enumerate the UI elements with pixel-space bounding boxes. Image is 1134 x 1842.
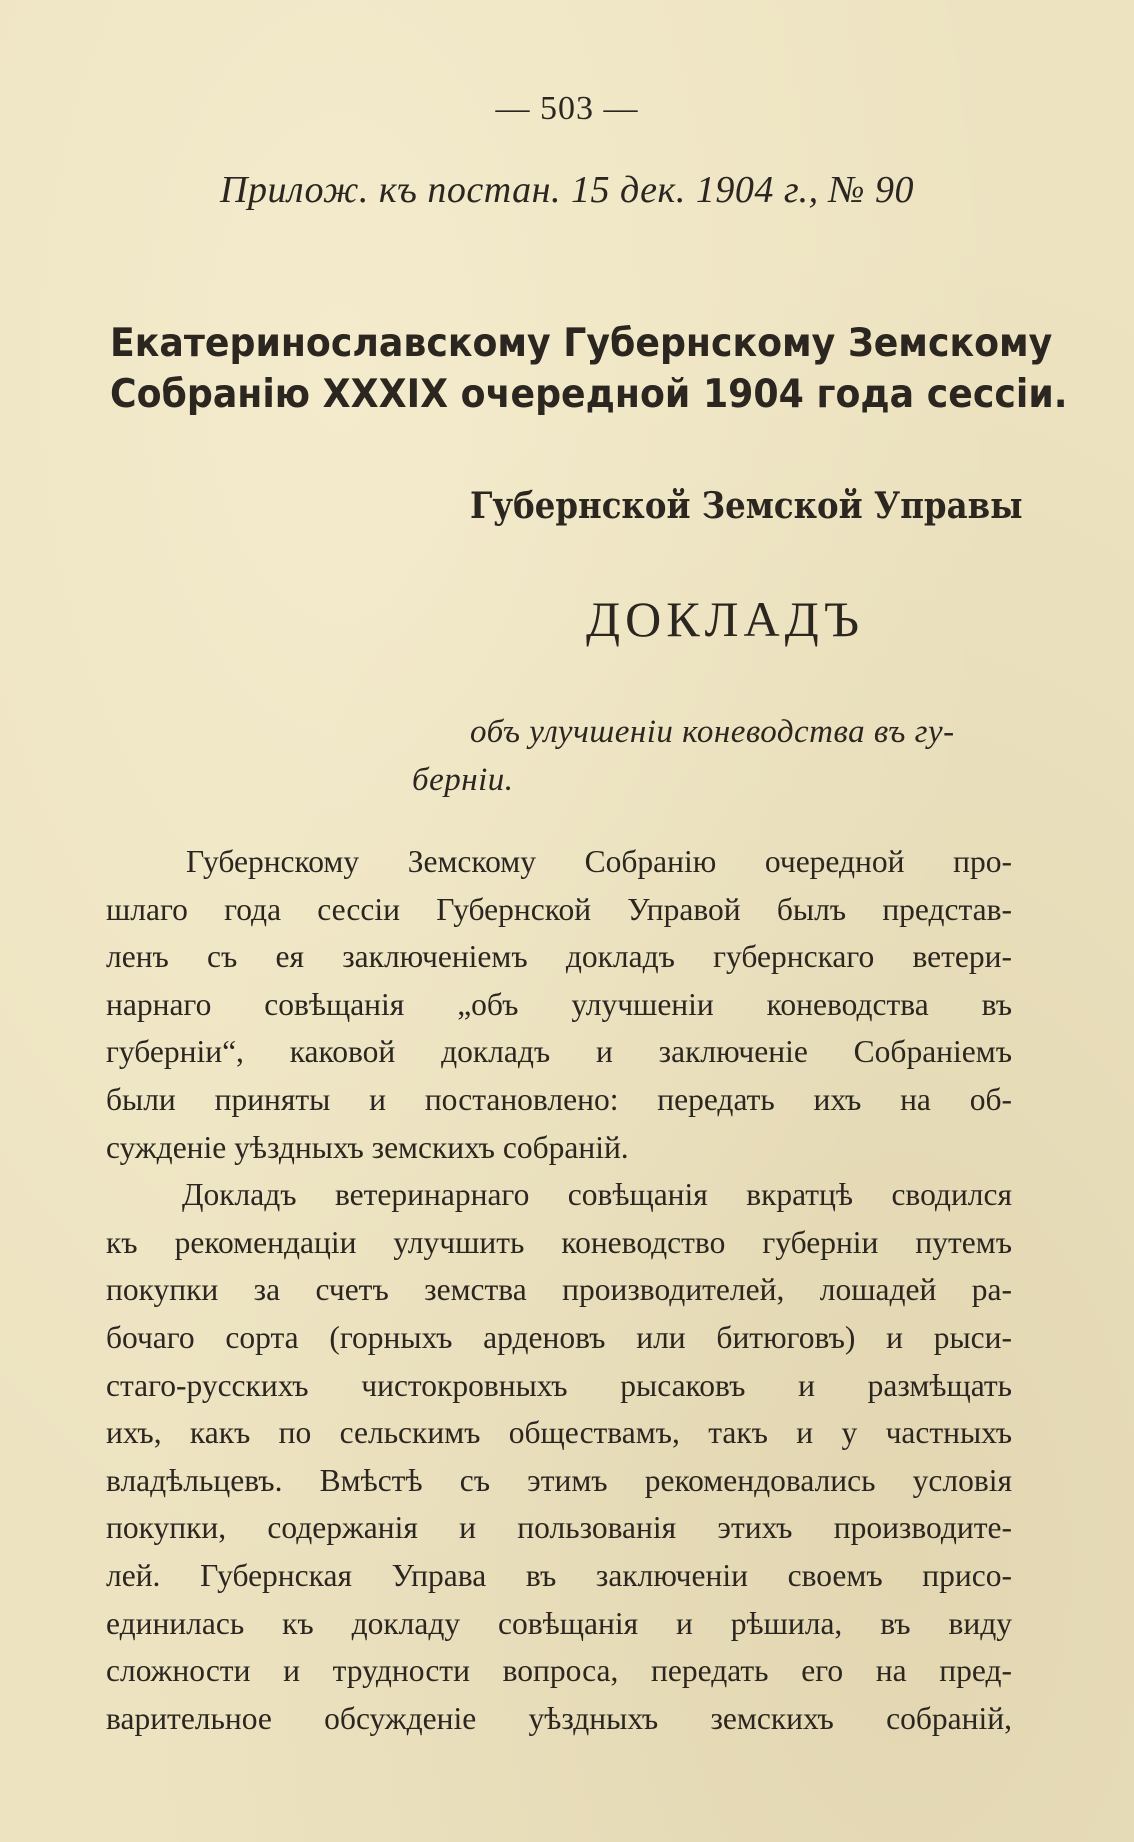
body-line: ленъ съ ея заключеніемъ докладъ губернскаго ветери- <box>106 939 1012 975</box>
body-line: покупки за счетъ земства производителей, лошадей ра- <box>106 1272 1012 1308</box>
page-number: — 503 — <box>495 90 639 127</box>
body-line: нарнаго совѣщанія „объ улучшеніи коневодства въ <box>106 986 1012 1022</box>
body-line: Губернскому Земскому Собранію очередной про- <box>186 844 1012 879</box>
report-title: ДОКЛАДЪ <box>586 591 864 647</box>
body-line: Докладъ ветеринарнаго совѣщанія вкратцѣ сводился <box>182 1177 1012 1213</box>
body-line: къ рекомендаціи улучшить коневодство губерніи путемъ <box>106 1224 1012 1260</box>
appendix-note: Прилож. къ постан. 15 дек. 1904 г., № 90 <box>220 169 914 211</box>
body-line: владѣльцевъ. Вмѣстѣ съ этимъ рекомендовались условія <box>106 1462 1012 1498</box>
body-line: ихъ, какъ по сельскимъ обществамъ, такъ и у частныхъ <box>106 1415 1012 1451</box>
board-heading: Губернской Земской Управы <box>470 485 1023 527</box>
body-line: лей. Губернская Управа въ заключеніи своемъ присо- <box>106 1557 1012 1593</box>
body-line: были приняты и постановлено: передать ихъ на об- <box>106 1081 1012 1117</box>
body-line: шлаго года сессіи Губернской Управой былъ представ- <box>106 891 1012 927</box>
body-line: сложности и трудности вопроса, передать его на пред- <box>106 1653 1012 1689</box>
subject-line-1: объ улучшеніи коневодства въ гу- <box>470 714 955 750</box>
report-subject <box>412 708 1012 804</box>
addressee-line-2: Собранію XXXIX очередной 1904 года сессіи. <box>110 372 1068 417</box>
body-line: единилась къ докладу совѣщанія и рѣшила, въ виду <box>106 1605 1012 1641</box>
addressee-line-1: Екатеринославскому Губернскому Земскому <box>110 321 1053 366</box>
subject-line-2: берніи. <box>412 762 514 798</box>
body-line: губерніи“, каковой докладъ и заключеніе Собраніемъ <box>106 1034 1012 1070</box>
body-line: сужденіе уѣздныхъ земскихъ собраній. <box>106 1129 629 1165</box>
body-line: покупки, содержанія и пользованія этихъ производите- <box>106 1510 1012 1546</box>
body-line: бочаго сорта (горныхъ арденовъ или битюговъ) и рыси- <box>106 1319 1012 1355</box>
body-line: стаго-русскихъ чистокровныхъ рысаковъ и размѣщать <box>106 1367 1012 1403</box>
body-text <box>106 838 1012 1742</box>
body-line: варительное обсужденіе уѣздныхъ земскихъ собраній, <box>106 1700 1012 1736</box>
